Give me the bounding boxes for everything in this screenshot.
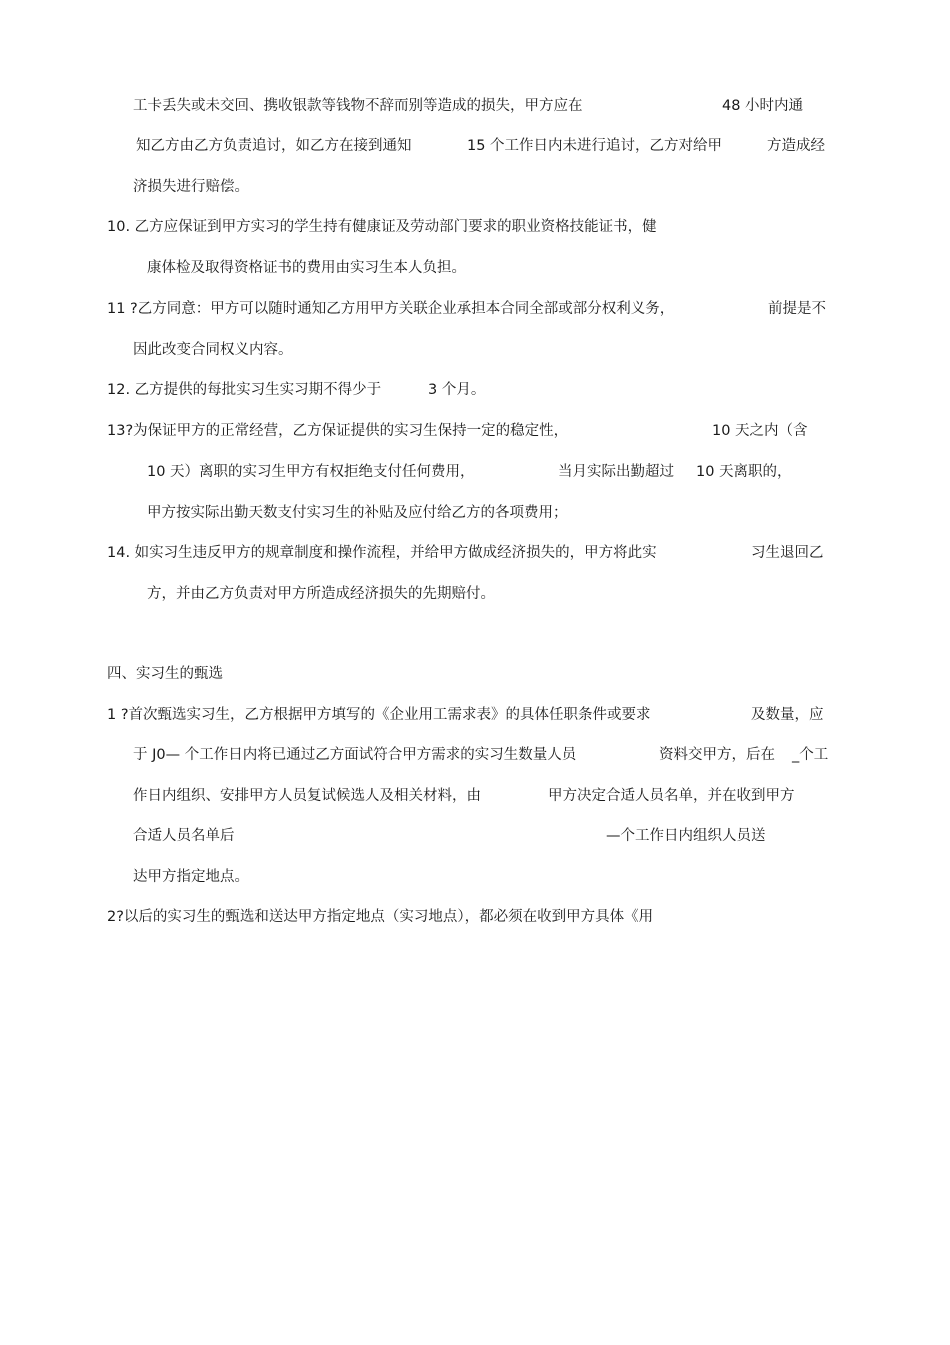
- text-line-segment: 10 天）离职的实习生甲方有权拒绝支付任何费用，: [147, 464, 475, 480]
- text-line-segment: 甲方按实际出勤天数支付实习生的补贴及应付给乙方的各项费用；: [147, 505, 568, 521]
- text-line-segment: 达甲方指定地点。: [133, 869, 249, 885]
- text-line-segment: 作日内组织、安排甲方人员复试候选人及相关材料，由: [133, 788, 481, 804]
- list-item-10: 10. 乙方应保证到甲方实习的学生持有健康证及劳动部门要求的职业资格技能证书，健: [107, 219, 657, 235]
- text-line-segment: 15 个工作日内未进行追讨，乙方对给甲: [467, 138, 723, 154]
- text-line-segment: 10 天离职的，: [696, 464, 792, 480]
- text-line-segment: 方，并由乙方负责对甲方所造成经济损失的先期赔付。: [147, 586, 495, 602]
- text-line-segment: 因此改变合同权义内容。: [133, 342, 293, 358]
- text-line-segment: 资料交甲方，后在: [659, 747, 775, 763]
- text-line-segment: 方造成经: [767, 138, 825, 154]
- text-line-segment: 甲方决定合适人员名单，并在收到甲方: [548, 788, 795, 804]
- text-line-segment: 于 J0— 个工作日内将已通过乙方面试符合甲方需求的实习生数量人员: [133, 747, 577, 763]
- text-line-segment: 48 小时内通: [722, 98, 804, 114]
- text-line-segment: 3 个月。: [428, 382, 486, 398]
- list-item-13: 13?为保证甲方的正常经营，乙方保证提供的实习生保持一定的稳定性，: [107, 423, 569, 439]
- list-item-11: 11 ?乙方同意：甲方可以随时通知乙方用甲方关联企业承担本合同全部或部分权利义务，: [107, 301, 675, 317]
- list-item-2: 2?以后的实习生的甄选和送达甲方指定地点（实习地点），都必须在收到甲方具体《用: [107, 909, 654, 925]
- list-item-1: 1 ?首次甄选实习生，乙方根据甲方填写的《企业用工需求表》的具体任职条件或要求: [107, 707, 651, 723]
- text-line-segment: 前提是不: [768, 301, 826, 317]
- text-line-segment: 济损失进行赔偿。: [133, 179, 249, 195]
- text-line-segment: 康体检及取得资格证书的费用由实习生本人负担。: [147, 260, 466, 276]
- text-line-segment: 10 天之内（含: [712, 423, 808, 439]
- list-item-12: 12. 乙方提供的每批实习生实习期不得少于: [107, 382, 382, 398]
- text-line-segment: 当月实际出勤超过: [558, 464, 674, 480]
- text-line-segment: 合适人员名单后: [133, 828, 235, 844]
- text-line-segment: 习生退回乙: [751, 545, 824, 561]
- text-line-segment: _个工: [792, 747, 829, 763]
- list-item-14: 14. 如实习生违反甲方的规章制度和操作流程，并给甲方做成经济损失的，甲方将此实: [107, 545, 657, 561]
- text-line-segment: —个工作日内组织人员送: [606, 828, 766, 844]
- section-heading: 四、实习生的甄选: [107, 666, 223, 682]
- text-line-segment: 工卡丢失或未交回、携收银款等钱物不辞而别等造成的损失，甲方应在: [133, 98, 583, 114]
- text-line-segment: 知乙方由乙方负责追讨，如乙方在接到通知: [136, 138, 412, 154]
- text-line-segment: 及数量，应: [751, 707, 824, 723]
